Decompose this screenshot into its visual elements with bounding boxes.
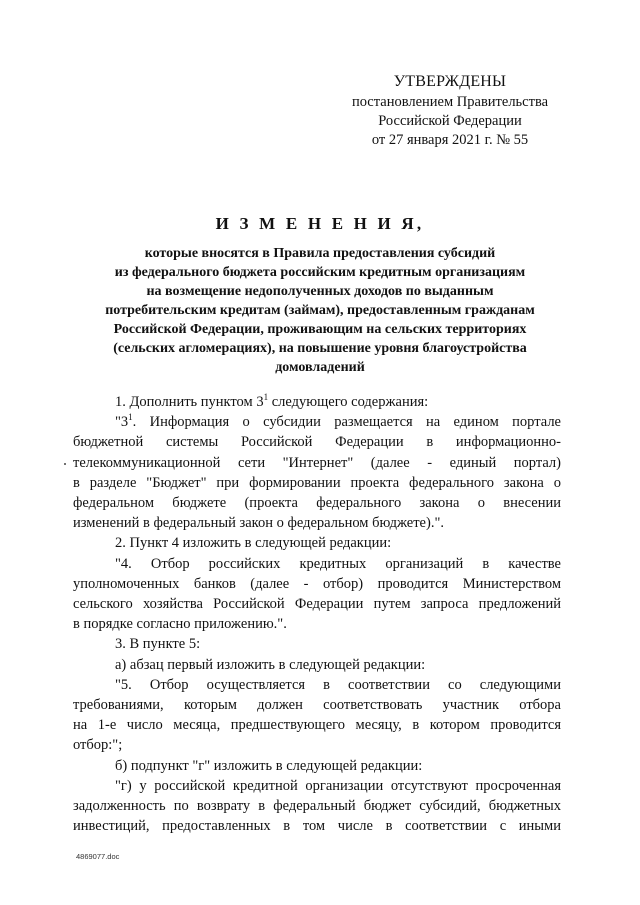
line: "5. Отбор осуществляется в соответствии со следующими xyxy=(115,676,561,693)
line: телекоммуникационной сети "Интернет" (далее - единый портал) xyxy=(73,454,561,471)
superscript: 1 xyxy=(263,392,269,402)
subtitle-line: на возмещение недополученных доходов по выданным xyxy=(146,284,494,299)
approval-line-1: постановлением Правительства xyxy=(351,94,549,110)
line: задолженность по возврату в федеральный бюджет субсидий, бюджетных xyxy=(73,798,561,815)
subtitle-line: Российской Федерации, проживающим на сельских территориях xyxy=(113,322,527,337)
line: изменений в федеральный закон о федеральном бюджете).". xyxy=(73,515,444,532)
line: сельского хозяйства Российской Федерации путем запроса предложений xyxy=(73,596,561,613)
approval-line-3: от 27 января 2021 г. № 55 xyxy=(371,132,529,148)
line: "г) у российской кредитной организации отсутствуют просроченная xyxy=(115,777,561,794)
superscript: 1 xyxy=(128,412,133,423)
paragraph-8: б) подпункт "г" изложить в следующей редакции: xyxy=(115,757,423,774)
file-name-footer: 4869077.doc xyxy=(76,852,120,861)
paragraph-3: 2. Пункт 4 изложить в следующей редакции: xyxy=(115,535,392,552)
line: инвестиций, предоставленных в том числе в соответствии с иными xyxy=(73,818,561,835)
paragraph-1 xyxy=(73,392,561,412)
scan-speck xyxy=(64,463,66,465)
paragraph-7 xyxy=(73,675,561,756)
approval-line-2: Российской Федерации xyxy=(378,113,522,129)
approval-word: УТВЕРЖДЕНЫ xyxy=(393,73,507,90)
paragraph-9 xyxy=(73,776,561,837)
document-subtitle xyxy=(60,244,580,377)
subtitle-line: домовладений xyxy=(275,360,365,375)
subtitle-line: (сельских агломерациях), на повышение уровня благоустройства xyxy=(113,341,527,356)
document-body xyxy=(73,392,561,836)
text: "3 xyxy=(115,414,129,431)
paragraph-2 xyxy=(73,412,561,533)
text: 1. Дополнить пунктом 3 xyxy=(115,394,264,410)
line: "4. Отбор российских кредитных организаций в качестве xyxy=(115,555,561,572)
paragraph-4 xyxy=(73,554,561,635)
line: в порядке согласно приложению.". xyxy=(73,616,287,633)
subtitle-line: из федерального бюджета российским кредитным организациям xyxy=(114,265,526,280)
document-title: И З М Е Н Е Н И Я, xyxy=(215,214,425,233)
line: федеральном бюджете (проекта федерального закона о внесении xyxy=(73,495,561,512)
text: следующего содержания: xyxy=(268,394,429,410)
line: в разделе "Бюджет" при формировании проекта федерального закона о xyxy=(73,474,561,491)
subtitle-line: потребительским кредитам (займам), предоставленным гражданам xyxy=(105,303,535,318)
line: уполномоченных банков (далее - отбор) проводится Министерством xyxy=(73,575,561,592)
paragraph-5: 3. В пункте 5: xyxy=(115,636,201,653)
subtitle-line: которые вносятся в Правила предоставления субсидий xyxy=(144,246,496,261)
line xyxy=(73,412,561,432)
line: требованиями, которым должен соответствовать участник отбора xyxy=(73,697,561,714)
line: бюджетной системы Российской Федерации в информационно- xyxy=(73,434,561,451)
text: . Информация о субсидии размещается на едином портале xyxy=(132,414,561,431)
line: отбор:"; xyxy=(73,737,123,754)
approval-block xyxy=(330,72,570,150)
line: на 1-е число месяца, предшествующего месяцу, в котором проводится xyxy=(73,717,561,734)
paragraph-6: а) абзац первый изложить в следующей редакции: xyxy=(115,656,426,673)
